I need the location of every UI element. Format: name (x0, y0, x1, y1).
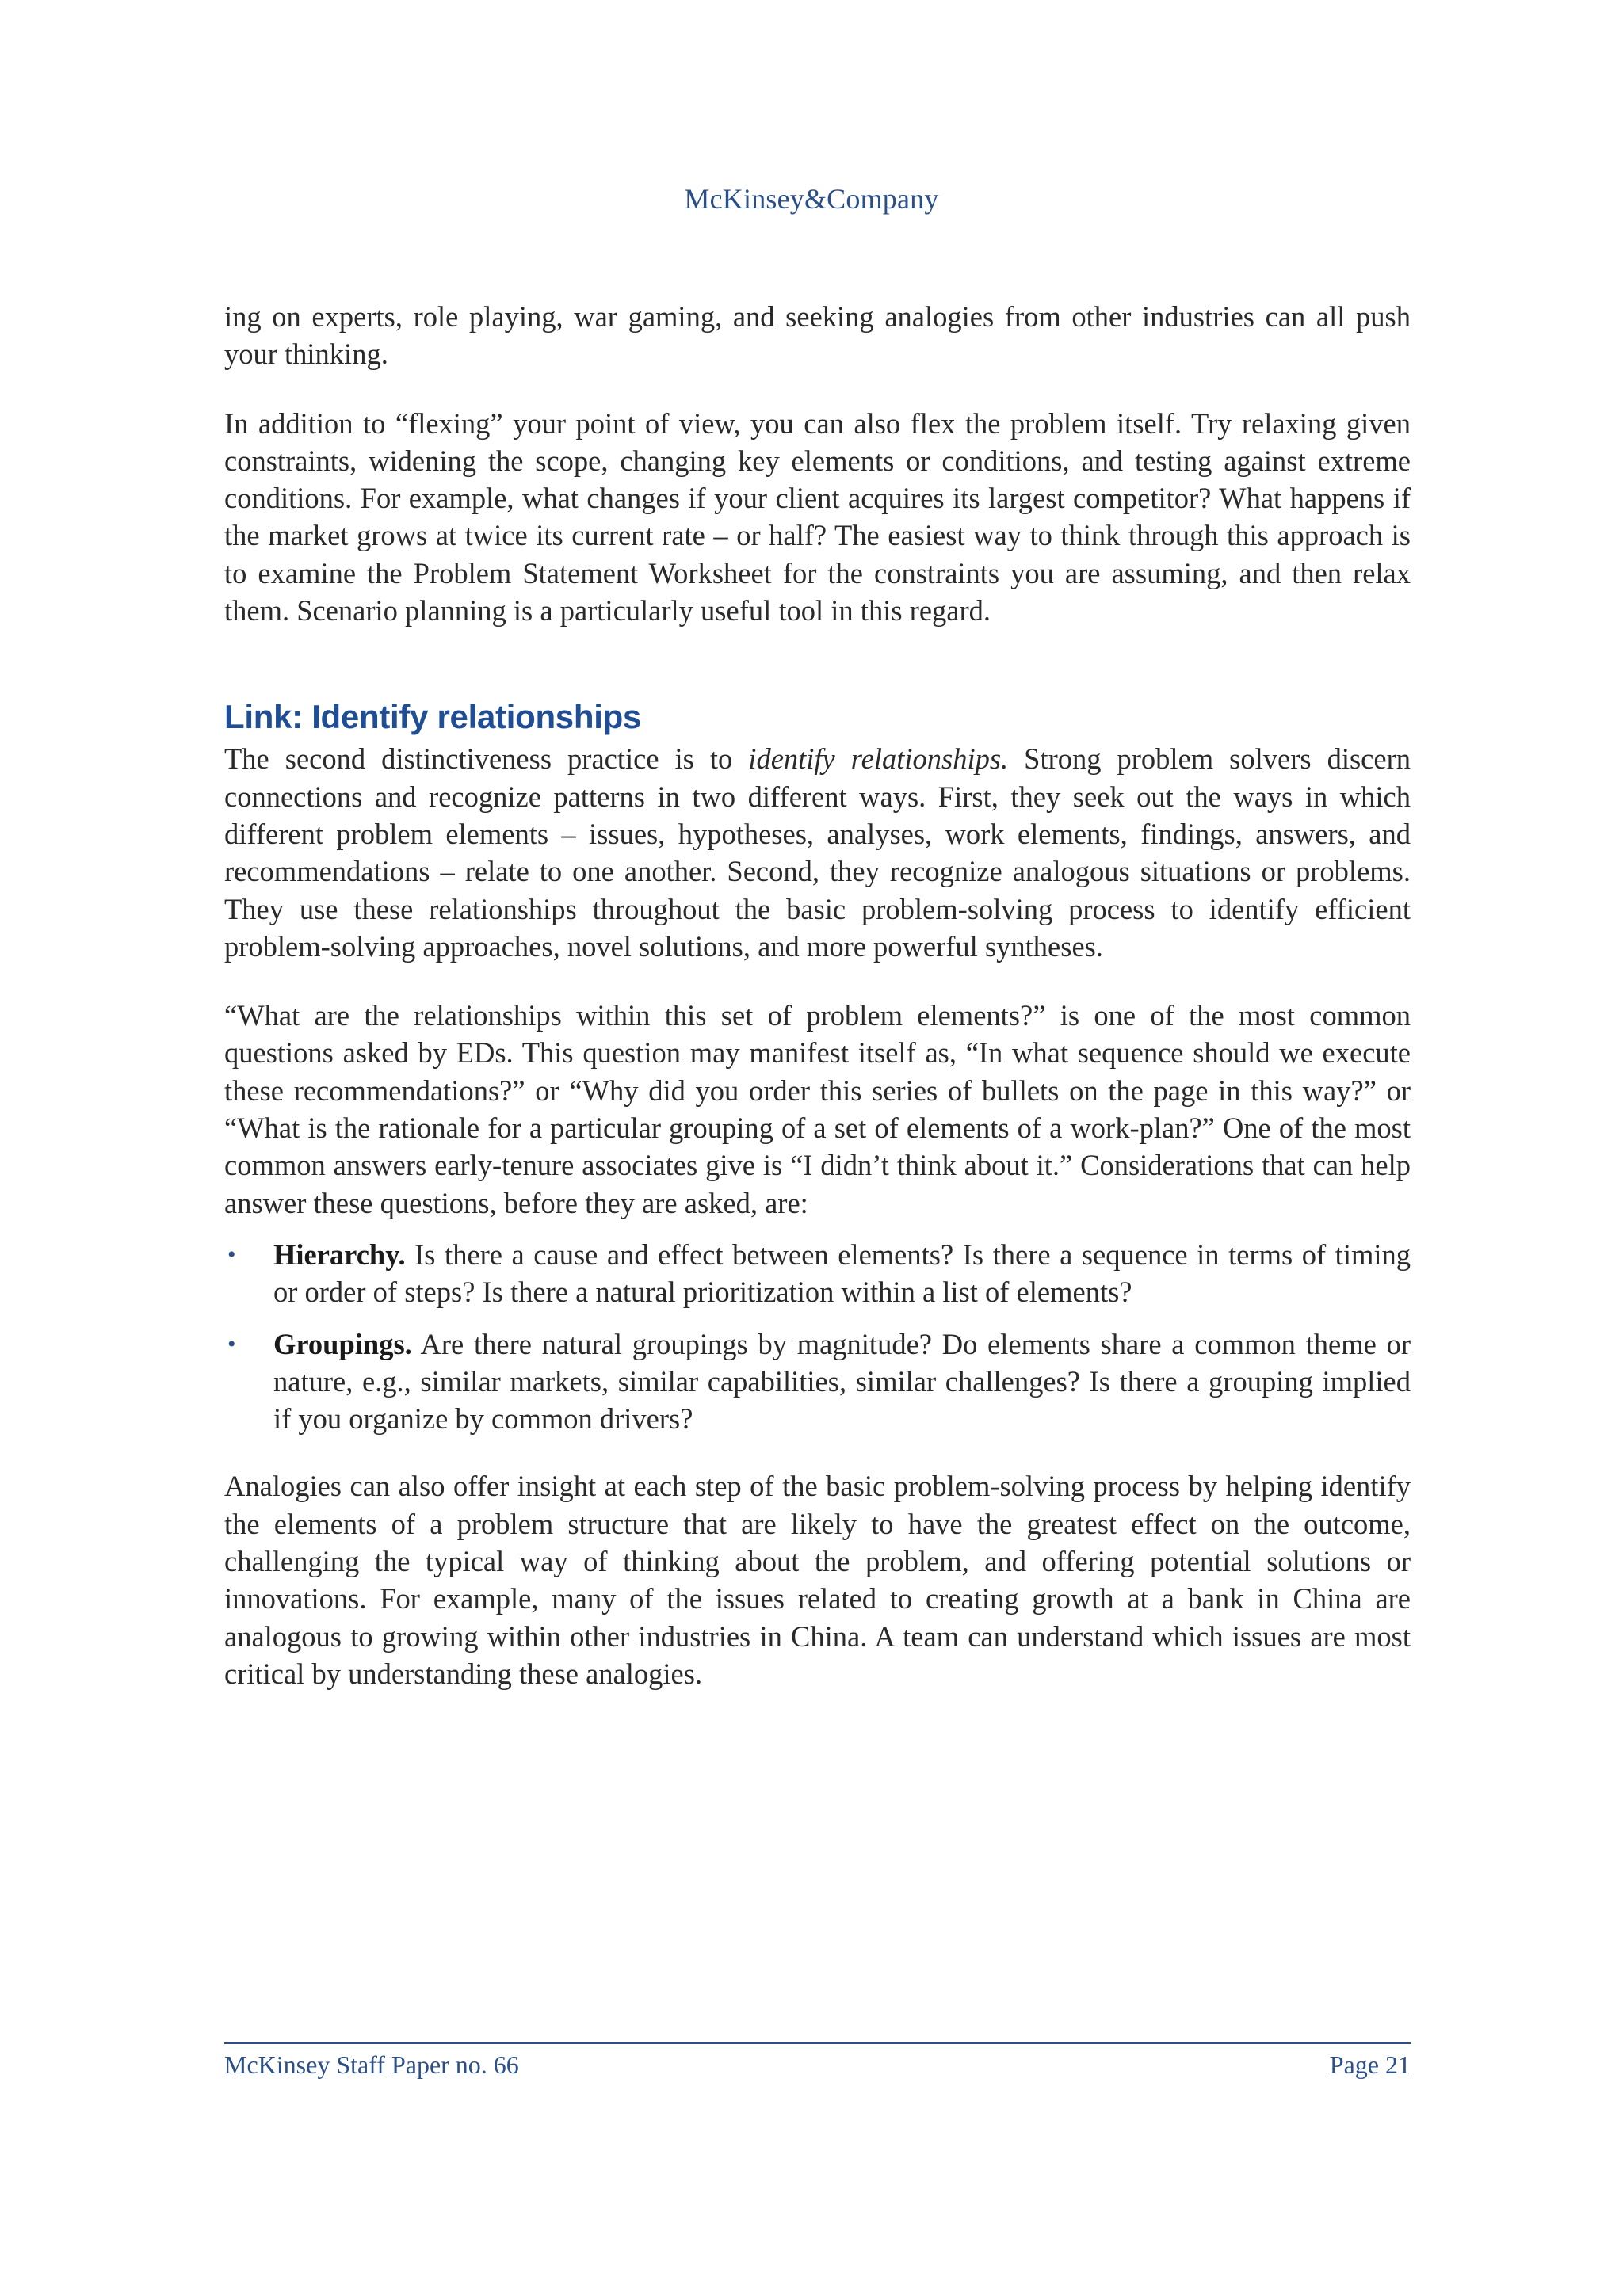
emphasis-identify-relationships: identify relationships. (748, 742, 1009, 776)
footer-divider (224, 2042, 1411, 2044)
list-item (224, 1236, 1411, 1311)
page-content (224, 298, 1411, 1692)
list-item (224, 1325, 1411, 1438)
bullet-term: Hierarchy. (273, 1238, 406, 1271)
bullet-term: Groupings. (273, 1327, 412, 1360)
footer-publication: McKinsey Staff Paper no. 66 (224, 2050, 519, 2079)
paragraph-intro-text: The second distinctiveness practice is to (224, 742, 749, 776)
considerations-list (224, 1236, 1411, 1437)
bullet-text: Is there a cause and effect between elements? Is there a sequence in terms of timing or order of steps? Is there a natural prioritization within a list of elements? (273, 1238, 1411, 1309)
paragraph-flexing: In addition to “flexing” your point of view, you can also flex the problem itself. Try relaxing given constraints, widening the scope, changing key elements or conditions, and testing against extreme conditions. For example, what changes if your client acquires its largest competitor? What happens if the market grows at twice its current rate – or half? The easiest way to think through this approach is to examine the Problem Statement Worksheet for the constraints you are assuming, and then relax them. Scenario planning is a particularly useful tool in this regard. (224, 406, 1411, 627)
paragraph-analogies: Analogies can also offer insight at each step of the basic problem-solving process by helping identify the elements of a problem structure that are likely to have the greatest effect on the outcome, challenging the typical way of thinking about the problem, and offering potential solutions or innovations. For example, many of the issues related to creating growth at a bank in China are analogous to growing within other industries in China. A team can understand which issues are most critical by understanding these analogies. (224, 1470, 1411, 1690)
paragraph-continued: ing on experts, role playing, war gaming, and seeking analogies from other industries can all push your thinking. (224, 300, 1411, 371)
bullet-text: Are there natural groupings by magnitude? Do elements share a common theme or nature, e.g., similar markets, similar capabilities, similar challenges? Is there a grouping implied if you organize by common drivers? (273, 1327, 1411, 1436)
paragraph-rest-text: Strong problem solvers discern connections and recognize patterns in two different ways. First, they seek out the ways in which different problem elements – issues, hypotheses, analyses, work elements, findings, answers, and recommendations – relate to one another. Second, they recognize analogous situations or problems. They use these relationships throughout the basic problem-solving process to identify efficient problem-solving approaches, novel solutions, and more powerful syntheses. (224, 742, 1411, 963)
bullet-icon: • (227, 1330, 236, 1357)
header-brand: McKinsey&Company (684, 183, 939, 215)
section-title: Link: Identify relationships (224, 698, 641, 736)
bullet-icon: • (227, 1241, 236, 1268)
paragraph-identify-relationships (224, 740, 1411, 965)
paragraph-relationships-question: “What are the relationships within this set of problem elements?” is one of the most common questions asked by EDs. This question may manifest itself as, “In what sequence should we execute these recommendations?” or “Why did you order this series of bullets on the page in this way?” or “What is the rationale for a particular grouping of a set of elements of a work-plan?” One of the most common answers early-tenure associates give is “I didn’t think about it.” Considerations that can help answer these questions, before they are asked, are: (224, 999, 1411, 1219)
footer-page-number: Page 21 (1329, 2050, 1411, 2079)
